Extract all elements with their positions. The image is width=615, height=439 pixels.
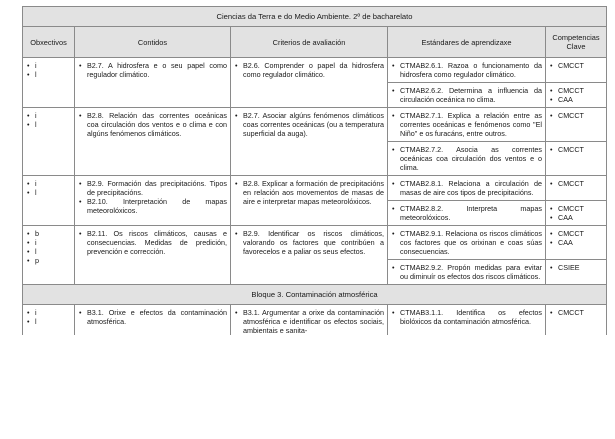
table-row bbox=[23, 305, 607, 336]
standard-list bbox=[392, 61, 542, 79]
criteria-cell bbox=[231, 108, 388, 176]
competence-list-item: • CMCCT bbox=[550, 229, 603, 238]
criteria-list bbox=[235, 229, 384, 256]
competence-list bbox=[550, 179, 603, 188]
objectives-cell bbox=[23, 305, 75, 336]
competence-list bbox=[550, 61, 603, 70]
criteria-list bbox=[235, 308, 384, 335]
competence-cell bbox=[546, 58, 607, 83]
standard-cell bbox=[388, 108, 546, 142]
objectives-list bbox=[27, 308, 71, 326]
competence-list-item: • CMCCT bbox=[550, 308, 603, 317]
competence-list bbox=[550, 308, 603, 317]
header-competences: Competencias Clave bbox=[546, 27, 607, 58]
standard-list bbox=[392, 179, 542, 197]
contents-cell bbox=[75, 226, 231, 285]
standard-cell bbox=[388, 176, 546, 201]
objectives-list-item: • i bbox=[27, 111, 71, 120]
competence-cell bbox=[546, 142, 607, 176]
standard-list bbox=[392, 86, 542, 104]
standard-cell bbox=[388, 142, 546, 176]
competence-list bbox=[550, 204, 603, 222]
objectives-list-item: • l bbox=[27, 120, 71, 129]
criteria-cell bbox=[231, 176, 388, 226]
standard-list bbox=[392, 263, 542, 281]
table-title-row bbox=[23, 7, 607, 27]
standard-list-item: • CTMAB2.6.1. Razoa o funcionamento da hidrosfera como regulador climático. bbox=[392, 61, 542, 79]
objectives-list bbox=[27, 179, 71, 197]
contents-list-item: • B2.10. Interpretación de mapas meteorolóxicos. bbox=[79, 197, 227, 215]
competence-list-item: • CAA bbox=[550, 213, 603, 222]
criteria-list bbox=[235, 61, 384, 79]
competence-list bbox=[550, 111, 603, 120]
competence-list bbox=[550, 229, 603, 247]
objectives-cell bbox=[23, 176, 75, 226]
competence-list bbox=[550, 86, 603, 104]
contents-list-item: • B3.1. Orixe e efectos da contaminación atmosférica. bbox=[79, 308, 227, 326]
table-row bbox=[23, 108, 607, 142]
standard-list-item: • CTMAB2.8.1. Relaciona a circulación de masas de aire cos tipos de precipitacións. bbox=[392, 179, 542, 197]
competence-cell bbox=[546, 108, 607, 142]
objectives-list-item: • l bbox=[27, 188, 71, 197]
objectives-cell bbox=[23, 226, 75, 285]
competence-list-item: • CMCCT bbox=[550, 111, 603, 120]
standard-list-item: • CTMAB2.8.2. Interpreta mapas meteorolóxicos. bbox=[392, 204, 542, 222]
contents-cell bbox=[75, 58, 231, 108]
competence-list-item: • CAA bbox=[550, 238, 603, 247]
competence-cell bbox=[546, 201, 607, 226]
competence-list-item: • CMCCT bbox=[550, 61, 603, 70]
contents-list-item: • B2.7. A hidrosfera e o seu papel como regulador climático. bbox=[79, 61, 227, 79]
objectives-list-item: • i bbox=[27, 61, 71, 70]
standard-list-item: • CTMAB2.9.1. Relaciona os riscos climáticos cos factores que os orixinan e coas súas consecuencias. bbox=[392, 229, 542, 256]
criteria-list-item: • B2.9. Identificar os riscos climáticos, valorando os factores que contribúen a favorecelos e a paliar os seus efectos. bbox=[235, 229, 384, 256]
competence-list bbox=[550, 263, 603, 272]
standard-cell bbox=[388, 58, 546, 83]
competence-list-item: • CSIEE bbox=[550, 263, 603, 272]
contents-list bbox=[79, 179, 227, 215]
objectives-list bbox=[27, 61, 71, 79]
criteria-list-item: • B3.1. Argumentar a orixe da contaminación atmosférica e identificar os efectos sociais, ambientais e sanita- bbox=[235, 308, 384, 335]
standard-list bbox=[392, 204, 542, 222]
criteria-cell bbox=[231, 305, 388, 336]
objectives-list-item: • l bbox=[27, 247, 71, 256]
objectives-list-item: • i bbox=[27, 179, 71, 188]
curriculum-table bbox=[22, 6, 607, 335]
competence-list-item: • CMCCT bbox=[550, 179, 603, 188]
competence-cell bbox=[546, 226, 607, 260]
bloque-row bbox=[23, 285, 607, 305]
standard-list bbox=[392, 111, 542, 138]
contents-list bbox=[79, 111, 227, 138]
header-standards: Estándares de aprendizaxe bbox=[388, 27, 546, 58]
competence-list-item: • CMCCT bbox=[550, 204, 603, 213]
objectives-list bbox=[27, 229, 71, 265]
contents-list-item: • B2.8. Relación das correntes oceánicas coa circulación dos ventos e o clima e con algúns fenómenos climáticos. bbox=[79, 111, 227, 138]
competence-cell bbox=[546, 176, 607, 201]
contents-list bbox=[79, 229, 227, 256]
standard-cell bbox=[388, 260, 546, 285]
objectives-list-item: • p bbox=[27, 256, 71, 265]
criteria-cell bbox=[231, 58, 388, 108]
objectives-cell bbox=[23, 108, 75, 176]
standard-cell bbox=[388, 83, 546, 108]
criteria-list-item: • B2.8. Explicar a formación de precipitacións en relación aos movementos de masas de aire e interpretar mapas meteorolóxicos. bbox=[235, 179, 384, 206]
competence-list-item: • CMCCT bbox=[550, 145, 603, 154]
competence-cell bbox=[546, 260, 607, 285]
standard-list-item: • CTMAB2.6.2. Determina a influencia da circulación oceánica no clima. bbox=[392, 86, 542, 104]
competence-list-item: • CMCCT bbox=[550, 86, 603, 95]
standard-cell bbox=[388, 201, 546, 226]
criteria-list-item: • B2.7. Asociar algúns fenómenos climáticos coas correntes oceánicas (ou a temperatura superficial da auga). bbox=[235, 111, 384, 138]
objectives-list-item: • b bbox=[27, 229, 71, 238]
competence-list bbox=[550, 145, 603, 154]
contents-cell bbox=[75, 108, 231, 176]
header-objectives: Obxectivos bbox=[23, 27, 75, 58]
standard-list bbox=[392, 145, 542, 172]
standard-cell bbox=[388, 226, 546, 260]
objectives-list-item: • l bbox=[27, 70, 71, 79]
competence-list-item: • CAA bbox=[550, 95, 603, 104]
standard-list-item: • CTMAB3.1.1. Identifica os efectos biolóxicos da contaminación atmosférica. bbox=[392, 308, 542, 326]
table-row bbox=[23, 176, 607, 201]
criteria-list bbox=[235, 179, 384, 206]
header-criteria: Criterios de avaliación bbox=[231, 27, 388, 58]
contents-list-item: • B2.9. Formación das precipitacións. Tipos de precipitacións. bbox=[79, 179, 227, 197]
table-header-row bbox=[23, 27, 607, 58]
competence-cell bbox=[546, 83, 607, 108]
objectives-list-item: • i bbox=[27, 238, 71, 247]
standard-list bbox=[392, 308, 542, 326]
table-row bbox=[23, 58, 607, 83]
standard-list bbox=[392, 229, 542, 256]
contents-cell bbox=[75, 305, 231, 336]
contents-list bbox=[79, 61, 227, 79]
criteria-cell bbox=[231, 226, 388, 285]
table-row bbox=[23, 226, 607, 260]
contents-cell bbox=[75, 176, 231, 226]
competence-cell bbox=[546, 305, 607, 336]
criteria-list-item: • B2.6. Comprender o papel da hidrosfera como regulador climático. bbox=[235, 61, 384, 79]
header-contents: Contidos bbox=[75, 27, 231, 58]
standard-list-item: • CTMAB2.7.1. Explica a relación entre as correntes oceánicas e fenómenos como "El Niño" e os furacáns, entre outros. bbox=[392, 111, 542, 138]
table-title: Ciencias da Terra e do Medio Ambiente. 2º de bacharelato bbox=[23, 7, 607, 27]
bloque-title: Bloque 3. Contaminación atmosférica bbox=[23, 285, 607, 305]
objectives-list-item: • i bbox=[27, 308, 71, 317]
standard-list-item: • CTMAB2.7.2. Asocia as correntes oceánicas coa circulación dos ventos e o clima. bbox=[392, 145, 542, 172]
objectives-list bbox=[27, 111, 71, 129]
standard-list-item: • CTMAB2.9.2. Propón medidas para evitar ou diminuír os efectos dos riscos climáticos. bbox=[392, 263, 542, 281]
contents-list bbox=[79, 308, 227, 326]
objectives-cell bbox=[23, 58, 75, 108]
criteria-list bbox=[235, 111, 384, 138]
objectives-list-item: • l bbox=[27, 317, 71, 326]
standard-cell bbox=[388, 305, 546, 336]
contents-list-item: • B2.11. Os riscos climáticos, causas e consecuencias. Medidas de predición, prevención e corrección. bbox=[79, 229, 227, 256]
